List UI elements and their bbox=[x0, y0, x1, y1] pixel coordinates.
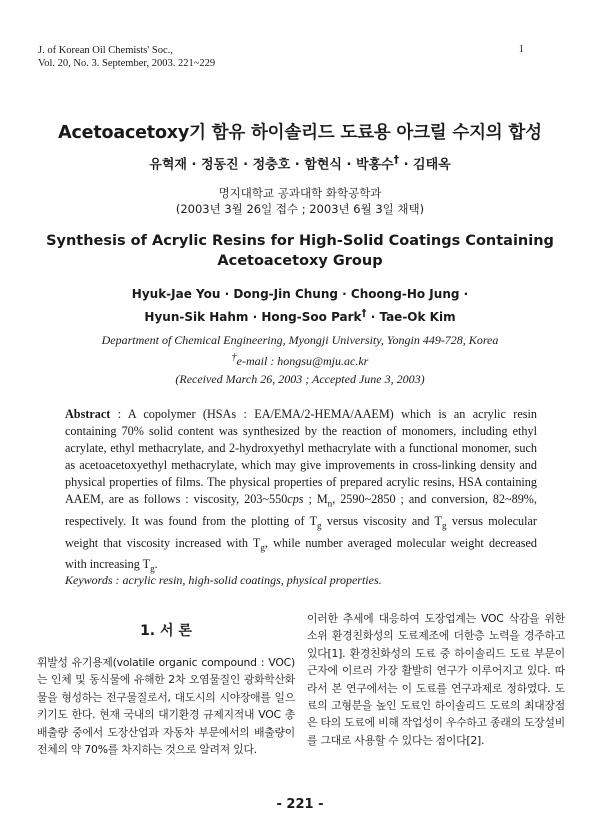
section-heading: 1. 서 론 bbox=[140, 623, 192, 639]
journal-citation bbox=[38, 44, 215, 70]
abstract-unit: cps bbox=[287, 492, 304, 507]
english-dates: (Received March 26, 2003 ; Accepted June 3, 2003) bbox=[175, 372, 425, 386]
left-column bbox=[37, 610, 295, 758]
english-authors bbox=[40, 284, 560, 327]
abstract-subscript: g bbox=[260, 541, 265, 552]
abstract-text: . bbox=[154, 557, 158, 572]
corresponding-mark: † bbox=[393, 153, 400, 166]
english-title bbox=[40, 231, 560, 271]
abstract-subscript: g bbox=[150, 563, 155, 574]
abstract-text: , while number averaged molecular weight decreased with increasing T bbox=[65, 535, 537, 572]
english-authors-line2 bbox=[40, 304, 560, 327]
english-corresponding-mark: † bbox=[361, 308, 367, 319]
abstract-text: versus viscosity and T bbox=[321, 514, 443, 528]
english-affiliation-block bbox=[40, 331, 560, 388]
right-column-text: 이러한 추세에 대응하여 도장업계는 VOC 삭감을 위한 소위 환경친화성의 도료제조에 더한층 노력을 경주하고 있다[1]. 환경친화성의 도료 중 하이솔리드 도료 부문이 근자에 이르러 가장 활발히 연구가 이루어지고 있다. 따라서 본 연구에서는 이 도료를 연구과제로 정하였다. 도료의 고형분을 높인 도료인 하이솔리드 도료의 최대장점은 타의 도료에 비해 작업성이 우수하고 종래의 도장설비를 그대로 사용할 수 있다는 점이다[2]. bbox=[307, 612, 565, 747]
left-column-text: 휘발성 유기용제(volatile organic compound : VOC)는 인체 및 동식물에 유해한 2차 오염물질인 광화학산화물을 형성하는 전구물질로서, 대도시의 시야장애를 일으키기도 한다. 현재 국내의 대기환경 규제지적내 VOC 총배출량 중에서 도장산업과 자동차 부문에서의 배출량이 전체의 약 70%를 차지하는 것으로 알려져 있다. bbox=[37, 656, 295, 757]
english-authors-line1: Hyuk-Jae You · Dong-Jin Chung · Choong-Ho Jung · bbox=[131, 287, 469, 301]
korean-author-list: 유혁재 · 정동진 · 정충호 · 함현식 · 박홍수 bbox=[149, 157, 394, 173]
abstract-subscript: n bbox=[327, 498, 333, 509]
korean-author-last: · 김태옥 bbox=[399, 157, 451, 173]
english-authors-line2b: · Tae-Ok Kim bbox=[366, 310, 456, 324]
right-column bbox=[307, 610, 565, 749]
abstract-subscript: g bbox=[442, 520, 447, 531]
abstract-text: ; M bbox=[303, 492, 328, 507]
english-affiliation: Department of Chemical Engineering, Myongji University, Yongin 449-728, Korea bbox=[101, 333, 499, 347]
page-footer: - 221 - bbox=[276, 797, 324, 812]
abstract-label: Abstract bbox=[65, 407, 111, 421]
abstract-text: : A copolymer (HSAs : EA/EMA/2-HEMA/AAEM) which is an acrylic resin containing 70% solid content was synthesized by the reaction of monomers, including ethyl acrylate, ethyl methacrylate, and 2-hydroxyethyl methacrylate with a functional monomer, such as acetoacetoxyethyl methacrylate, which may give improvements in cross-linking density and physical properties of films. The physical properties of prepared acrylic resins, HSA containing AAEM, are as follows : viscosity, 203~550 bbox=[65, 407, 537, 507]
abstract-text: versus molecular weight that viscosity increased with T bbox=[65, 514, 537, 550]
english-title-line1: Synthesis of Acrylic Resins for High-Solid Coatings Containing bbox=[46, 233, 554, 249]
abstract-text: , 2590~2850 ; and conversion, 82~89%, respectively. It was found from the plotting of T bbox=[65, 492, 537, 528]
journal-name: J. of Korean Oil Chemists' Soc., bbox=[38, 45, 173, 56]
email-address: e-mail : hongsu@mju.ac.kr bbox=[236, 354, 369, 368]
abstract bbox=[65, 406, 537, 578]
email-line bbox=[40, 349, 560, 370]
journal-volume: Vol. 20, No. 3. September, 2003. 221~229 bbox=[38, 58, 216, 69]
page-number: 1 bbox=[518, 44, 524, 55]
english-title-line2: Acetoacetoxy Group bbox=[217, 253, 383, 269]
keywords: Keywords : acrylic resin, high-solid coatings, physical properties. bbox=[65, 573, 382, 587]
abstract-subscript: g bbox=[317, 520, 322, 531]
korean-title: Acetoacetoxy기 함유 하이솔리드 도료용 아크릴 수지의 합성 bbox=[58, 123, 542, 143]
korean-dates: (2003년 3월 26일 접수 ; 2003년 6월 3일 채택) bbox=[175, 202, 425, 216]
korean-affiliation-block bbox=[40, 185, 560, 217]
email-mark: † bbox=[231, 352, 237, 363]
korean-affiliation: 명지대학교 공과대학 화학공학과 bbox=[218, 186, 382, 200]
korean-authors bbox=[40, 153, 560, 172]
english-authors-line2a: Hyun-Sik Hahm · Hong-Soo Park bbox=[144, 310, 362, 324]
